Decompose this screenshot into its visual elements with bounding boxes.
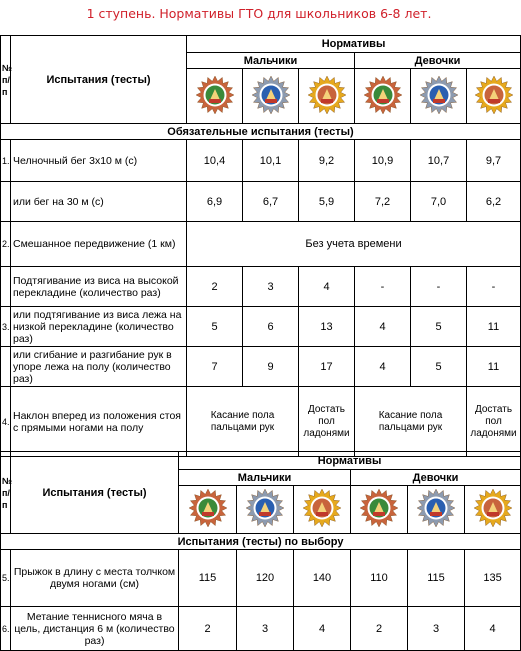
value-cell: Достать пол ладонями — [467, 387, 521, 457]
test-name: Прыжок в длину с места толчком двумя ногами (см) — [11, 550, 179, 607]
value-cell: 4 — [355, 347, 411, 387]
tests-header: Испытания (тесты) — [11, 452, 179, 534]
gold-badge-icon — [473, 488, 513, 531]
row-num — [1, 347, 11, 387]
value-cell: 6,9 — [187, 182, 243, 222]
value-cell: - — [355, 267, 411, 307]
row-num — [1, 267, 11, 307]
value-cell: 4 — [294, 607, 351, 651]
test-name: или бег на 30 м (с) — [11, 182, 187, 222]
table-row — [1, 387, 521, 457]
table-row — [1, 267, 521, 307]
table-row — [1, 607, 521, 651]
value-cell: 5 — [411, 307, 467, 347]
optional-tests-table — [0, 451, 521, 651]
bronze-badge-icon — [195, 75, 235, 118]
num-header: № п/п — [1, 452, 11, 534]
value-cell: 3 — [243, 267, 299, 307]
row-num: 2. — [1, 222, 11, 267]
value-cell: 5 — [411, 347, 467, 387]
bronze-badge-icon — [188, 488, 228, 531]
value-cell: 9,7 — [467, 140, 521, 182]
normatives-header: Нормативы — [187, 36, 521, 53]
value-cell: 17 — [299, 347, 355, 387]
test-name: или сгибание и разгибание рук в упоре лежа на полу (количество раз) — [11, 347, 187, 387]
value-cell: 115 — [408, 550, 465, 607]
test-name: Смешанное передвижение (1 км) — [11, 222, 187, 267]
table-row — [1, 307, 521, 347]
value-cell: 7,0 — [411, 182, 467, 222]
silver-badge-icon — [245, 488, 285, 531]
row-num: 6. — [1, 607, 11, 651]
page-title: 1 ступень. Нормативы ГТО для школьников 6-8 лет. — [86, 6, 432, 21]
test-name: Подтягивание из виса на высокой перекладине (количество раз) — [11, 267, 187, 307]
value-cell: 10,4 — [187, 140, 243, 182]
value-cell: 5,9 — [299, 182, 355, 222]
section-optional: Испытания (тесты) по выбору — [1, 534, 521, 550]
row-num — [1, 182, 11, 222]
table-row — [1, 550, 521, 607]
value-cell: 10,9 — [355, 140, 411, 182]
row-num: 1. — [1, 140, 11, 182]
girls-header: Девочки — [355, 53, 521, 69]
row-num: 5. — [1, 550, 11, 607]
section-required: Обязательные испытания (тесты) — [1, 124, 521, 140]
value-cell: - — [467, 267, 521, 307]
bronze-badge-icon — [359, 488, 399, 531]
value-cell: 5 — [187, 307, 243, 347]
value-cell: 3 — [408, 607, 465, 651]
value-cell: 6,2 — [467, 182, 521, 222]
value-cell: 2 — [187, 267, 243, 307]
value-cell: 11 — [467, 347, 521, 387]
value-cell: 9 — [243, 347, 299, 387]
gold-badge-icon — [307, 75, 347, 118]
value-cell: 135 — [465, 550, 521, 607]
value-cell: 4 — [465, 607, 521, 651]
row-num: 4. — [1, 387, 11, 457]
girls-header: Девочки — [351, 470, 521, 486]
test-name: Челночный бег 3х10 м (с) — [11, 140, 187, 182]
required-tests-table — [0, 35, 521, 457]
boys-header: Мальчики — [179, 470, 351, 486]
value-cell: 6 — [243, 307, 299, 347]
value-cell: 6,7 — [243, 182, 299, 222]
value-cell: 7 — [187, 347, 243, 387]
value-cell: 4 — [355, 307, 411, 347]
value-cell: 115 — [179, 550, 237, 607]
tests-header: Испытания (тесты) — [11, 36, 187, 124]
gold-badge-icon — [474, 75, 514, 118]
silver-badge-icon — [416, 488, 456, 531]
bronze-badge-icon — [363, 75, 403, 118]
value-cell: 110 — [351, 550, 408, 607]
value-cell: 120 — [237, 550, 294, 607]
value-cell: 4 — [299, 267, 355, 307]
value-cell: 10,1 — [243, 140, 299, 182]
value-cell: 10,7 — [411, 140, 467, 182]
normatives-header: Нормативы — [179, 452, 521, 470]
value-cell: - — [411, 267, 467, 307]
value-cell: 13 — [299, 307, 355, 347]
test-name: Наклон вперед из положения стоя с прямыми ногами на полу — [11, 387, 187, 457]
value-cell: 2 — [179, 607, 237, 651]
table-row — [1, 182, 521, 222]
table-row — [1, 347, 521, 387]
value-cell: Касание пола пальцами рук — [355, 387, 467, 457]
value-cell: Касание пола пальцами рук — [187, 387, 299, 457]
table-row — [1, 222, 521, 267]
boys-header: Мальчики — [187, 53, 355, 69]
silver-badge-icon — [419, 75, 459, 118]
num-header: № п/п — [1, 36, 11, 124]
value-cell: Достать пол ладонями — [299, 387, 355, 457]
value-cell: 3 — [237, 607, 294, 651]
test-name: или подтягивание из виса лежа на низкой перекладине (количество раз) — [11, 307, 187, 347]
value-cell: 2 — [351, 607, 408, 651]
value-cell: 9,2 — [299, 140, 355, 182]
value-cell: 140 — [294, 550, 351, 607]
silver-badge-icon — [251, 75, 291, 118]
merged-value-cell: Без учета времени — [187, 222, 521, 267]
test-name: Метание теннисного мяча в цель, дистанция 6 м (количество раз) — [11, 607, 179, 651]
table-row — [1, 140, 521, 182]
value-cell: 11 — [467, 307, 521, 347]
row-num: 3. — [1, 307, 11, 347]
gold-badge-icon — [302, 488, 342, 531]
value-cell: 7,2 — [355, 182, 411, 222]
